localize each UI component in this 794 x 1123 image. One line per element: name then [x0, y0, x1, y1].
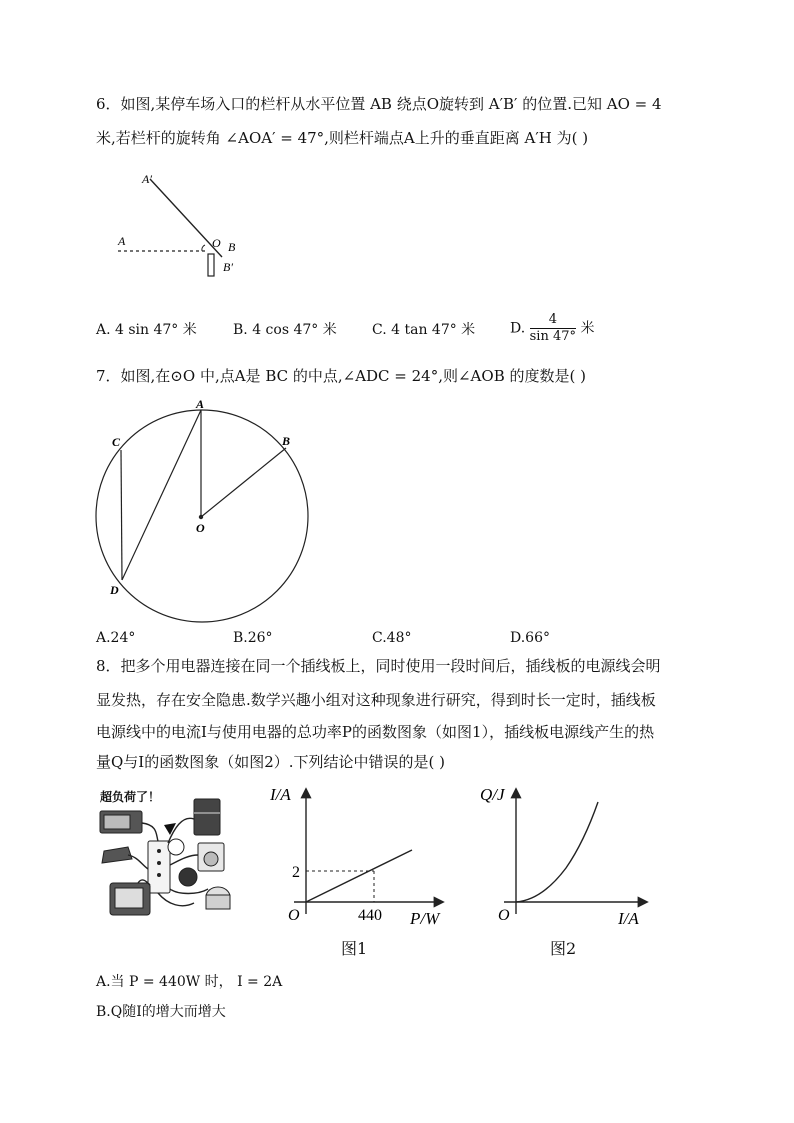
- fig1-y-tick: 2: [292, 864, 300, 881]
- q6-rotation-angle-arc: [202, 245, 205, 251]
- fig1-x-label: P/W: [410, 909, 440, 928]
- fan-icon: [168, 839, 184, 855]
- q7-circle-figure: [90, 396, 320, 626]
- iron-icon: [102, 847, 132, 863]
- fig2-x-label: I/A: [618, 909, 639, 928]
- q8-fig1-graph: [260, 782, 460, 932]
- q8-option-b[interactable]: B.Q随I的增大而增大: [96, 1004, 226, 1020]
- q7-option-a[interactable]: A.24°: [96, 630, 136, 646]
- q8-option-a[interactable]: A.当 P = 440W 时， I = 2A: [96, 974, 283, 990]
- q6-option-d-numerator: 4: [530, 312, 576, 329]
- q8-stem-line1: 8．把多个用电器连接在同一个插线板上，同时使用一段时间后，插线板的电源线会明: [96, 657, 661, 675]
- fig2-origin: O: [498, 907, 510, 924]
- q6-label-b-prime: B′: [223, 260, 233, 274]
- q6-option-b[interactable]: B. 4 cos 47° 米: [233, 322, 337, 338]
- fig1-origin: O: [288, 907, 300, 924]
- q8-fig2-graph: [470, 782, 660, 932]
- fig1-y-label: I/A: [270, 785, 291, 804]
- power-strip-icon: [148, 841, 170, 893]
- q7-segment-ob: [201, 448, 286, 517]
- q7-label-a: A: [196, 397, 205, 411]
- q8-stem-line4: 量Q与I的函数图象（如图2）.下列结论中错误的是( ): [96, 753, 446, 771]
- q6-option-d-denominator: sin 47°: [529, 329, 577, 344]
- q7-label-b: B: [282, 434, 291, 448]
- q7-center-dot: [199, 515, 203, 519]
- fig2-y-label: Q/J: [480, 785, 505, 804]
- q6-stem-line2: 米,若栏杆的旋转角 ∠AOA′ = 47°,则栏杆端点A上升的垂直距离 A′H 为( ): [96, 129, 589, 147]
- q6-label-o: O: [212, 236, 221, 250]
- illustration-caption: 超负荷了！: [100, 790, 161, 804]
- q6-option-a[interactable]: A. 4 sin 47° 米: [96, 322, 197, 338]
- q6-stem-line1: 6．如图,某停车场入口的栏杆从水平位置 AB 绕点O旋转到 A′B′ 的位置.已知 AO = 4: [96, 95, 662, 113]
- q8-stem-line3: 电源线中的电流I与使用电器的总功率P的函数图象（如图1），插线板电源线产生的热: [96, 723, 655, 741]
- q6-option-d-prefix: D.: [510, 320, 526, 337]
- q7-stem-line1: 7．如图,在⊙O 中,点A是 BC 的中点,∠ADC = 24°,则∠AOB 的度数是( ): [96, 367, 586, 385]
- q7-segment-cd: [121, 450, 122, 580]
- q7-label-c: C: [112, 435, 121, 449]
- fridge-icon: [194, 799, 220, 835]
- q7-label-o: O: [196, 521, 205, 535]
- q7-option-b[interactable]: B.26°: [233, 630, 273, 646]
- q6-barrier-figure: [110, 165, 250, 280]
- q6-option-d-fraction: [530, 312, 576, 345]
- fig2-curve-q-vs-i: [516, 802, 598, 902]
- q6-option-c[interactable]: C. 4 tan 47° 米: [372, 322, 476, 338]
- q8-overload-illustration: [98, 785, 248, 925]
- q8-stem-line2: 显发热，存在安全隐患.数学兴趣小组对这种现象进行研究，得到时长一定时，插线板: [96, 691, 656, 709]
- q8-fig2-caption: 图2: [550, 939, 577, 958]
- q7-option-d[interactable]: D.66°: [510, 630, 550, 646]
- fig1-x-tick: 440: [358, 907, 382, 924]
- q6-label-a-prime: A′: [142, 172, 152, 186]
- q7-label-d: D: [110, 583, 119, 597]
- fig1-line-i-vs-p: [306, 850, 412, 902]
- q6-label-b: B: [228, 240, 236, 254]
- q8-fig1-caption: 图1: [341, 939, 368, 958]
- q6-option-d[interactable]: [510, 312, 594, 345]
- q7-option-c[interactable]: C.48°: [372, 630, 412, 646]
- q6-option-d-suffix: 米: [580, 320, 595, 337]
- q6-post: [208, 254, 214, 276]
- q6-label-a: A: [118, 234, 126, 248]
